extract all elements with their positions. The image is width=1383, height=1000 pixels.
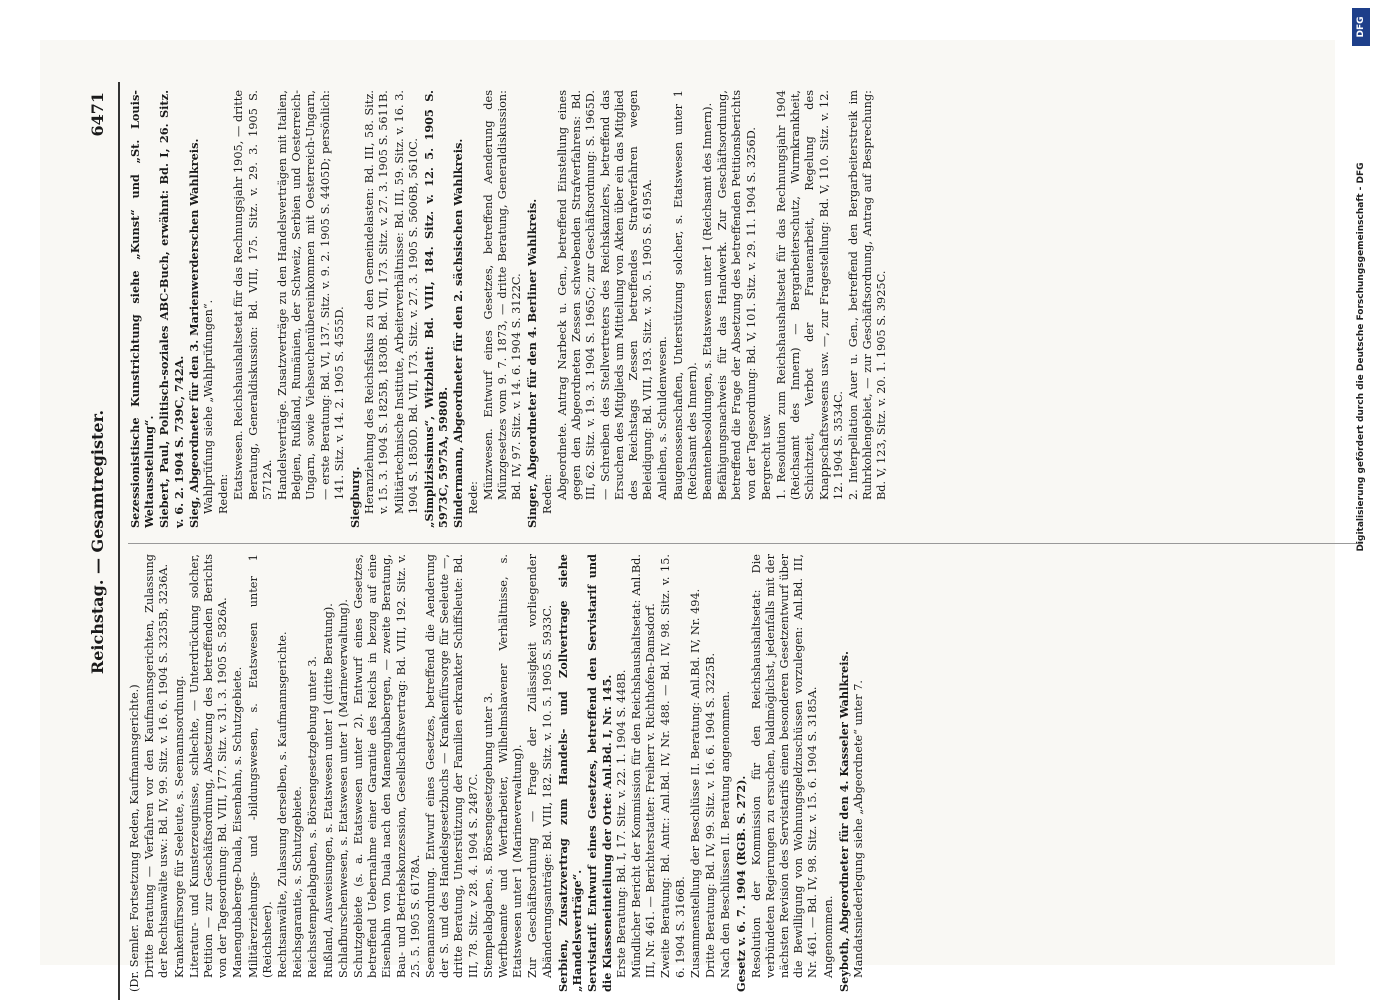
entry: Gesetz v. 6. 7. 1904 (RGB. S. 272). (734, 775, 749, 992)
entry: Rußland, Ausweisungen, s. Etatswesen unter 1 (dritte Beratung). (321, 603, 335, 978)
entry: Bergrecht usw. (759, 413, 773, 500)
entry-heading: „Simplizissimus“, Witzblatt: Bd. VIII, 184. Sitz. v. 12. 5. 1905 S. 5973C, 5975A, 5980B. (422, 90, 451, 528)
entry: Resolution der Kommission für den Reichshaushaltsetat: Die verbündeten Regierungen zu ersuchen, baldmöglichst, jedenfalls mit der nächsten Revision des Servistarifs einen besonderen Gesetzentwurf über die Bewilligung von Wohnungsgeldzuschüssen vorzulegen: Anl.Bd. III, Nr. 461. — Bd. IV, 98. Sitz. v. 15. 6. 1904 S. 3185A. (749, 554, 820, 978)
entry: Rede: (466, 481, 480, 514)
entry: Anleihen, s. Schuldenwesen. (656, 336, 670, 500)
entry: Militärtechnische Institute, Arbeiterverhältnisse: Bd. III, 59. Sitz. v. 16. 3. 1904 S. 1850D. Bd. VII, 173. Sitz. v. 27. 3. 1905 S. 5606B, 5610C. (392, 90, 420, 514)
entry-heading: Siebert, Paul, Politisch-soziales ABC-Buch, erwähnt: Bd. I, 26. Sitz. v. 6. 2. 1904 S. 739C, 742A. (157, 90, 186, 528)
entry-heading: Sindermann, Abgeordneter für den 2. sächsischen Wahlkreis. (451, 138, 466, 528)
digitization-strip (1352, 8, 1372, 668)
entry: Etatswesen. Reichshaushaltsetat für das Rechnungsjahr 1905, — dritte Beratung, Generaldiskussion: Bd. VIII, 175. Sitz. v. 29. 3. 1905 S. 5712A. (232, 90, 274, 500)
entry: Baugenossenschaften, Unterstützung solcher, s. Etatswesen unter 1 (Reichsamt des Innern). (671, 90, 699, 500)
entry: Handelsverträge. Zusatzverträge zu den Handelsverträgen mit Italien, Belgien, Rußland, Rumänien, der Schweiz, Serbien und Oesterreich-Ungarn, sowie Viehseuchenübereinkommen mit Oesterreich-Ungarn, — erste Beratung: Bd. VI, 137. Sitz. v. 9. 2. 1905 S. 4405D; persönlich: 141. Sitz. v. 14. 2. 1905 S. 4555D. (276, 90, 346, 500)
entry: Heranziehung des Reichsfiskus zu den Gemeindelasten: Bd. III, 58. Sitz. v. 15. 3. 1904 S. 1825B, 1830B. Bd. VII, 173. Sitz. v. 27. 3. 1905 S. 5611B. (363, 90, 391, 514)
dfg-logo: DFG (1352, 8, 1370, 46)
entry: Zusammenstellung der Beschlüsse II. Beratung: Anl.Bd. IV, Nr. 494. (688, 588, 702, 978)
entry: Rechtsanwälte, Zulassung derselben, s. Kaufmannsgerichte. (276, 631, 290, 978)
entry: Mündlicher Bericht der Kommission für den Reichshaushaltsetat: Anl.Bd. III, Nr. 461. — Berichterstatter: Freiherr v. Richthofen-Damsdorf. (629, 554, 658, 978)
entry: Literatur- und Kunsterzeugnisse, schlechte, — Unterdrückung solcher, Petition — zur Geschäftsordnung, Absetzung des betreffenden Berichts von der Tagesordnung: Bd. VIII, 177. Sitz. v. 31. 3. 1905 S. 5826A. (187, 554, 230, 978)
paper-sheet (40, 40, 1335, 992)
entry-heading: Siegburg. (348, 466, 363, 528)
entry: Dritte Beratung — Verfahren vor den Kaufmannsgerichten, Zulassung der Rechtsanwälte usw.: Bd. IV, 99. Sitz. v. 16. 6. 1904 S. 3235B, 3236A. (143, 554, 171, 978)
entry: Dritte Beratung: Bd. IV, 99. Sitz. v. 16. 6. 1904 S. 3225B. (703, 652, 717, 978)
entry: Zweite Beratung: Bd. Antr.: Anl.Bd. IV, Nr. 488. — Bd. IV, 98. Sitz. v. 15. 6. 1904 S. 3166B. (659, 554, 687, 978)
entry: Angenommen. (821, 895, 835, 978)
entry-heading: Seyboth, Abgeordneter für den 4. Kasseler Wahlkreis. (836, 651, 851, 992)
entry: Werftbeamte und Werftarbeiter, Wilhelmshavener Verhältnisse, s. Etatswesen unter 1 (Marineverwaltung). (497, 554, 525, 978)
column-divider (128, 543, 1363, 544)
entry: Beamtenbesoldungen, s. Etatswesen unter 1 (Reichsamt des Innern). (700, 102, 714, 500)
entry: Reden: (540, 473, 554, 514)
entry-heading: Serbien, Zusatzvertrag zum Handels- und Zollvertrage siehe „Handelsverträge“. (555, 554, 585, 992)
entry-heading: Sieg, Abgeordneter für den 3. Marienwerderschen Wahlkreis. (186, 138, 201, 528)
entry-heading: Singer, Abgeordneter für den 4. Berliner Wahlkreis. (525, 198, 540, 528)
right-column (128, 90, 891, 528)
entry-heading: Sezessionistische Kunstrichtung siehe „Kunst“ und „St. Louis-Weltausstellung“. (128, 90, 157, 528)
rotated-register-page (80, 82, 1370, 1000)
entry: Krankenfürsorge für Seeleute, s. Seemannsordnung. (172, 675, 186, 978)
entry: Erste Beratung: Bd. I, 17. Sitz. v. 22. 1. 1904 S. 448B. (614, 669, 628, 978)
entry: Reden: (217, 473, 231, 514)
entry: Abgeordnete. Antrag Narbeck u. Gen., betreffend Einstellung eines gegen den Abgeordneten Zessen schwebenden Strafverfahrens: Bd. III, 62. Sitz. v. 19. 3. 1904 S. 1965C; zur Geschäftsordnung: S. 1965D. — Schreiben des Stellvertreters des Reichskanzlers, betreffend das Ersuchen des Mitglieds um Mitteilung von Akten über ein das Mitglied des Reichstags Zessen betreffendes Strafverfahren wegen Beleidigung: Bd. VIII, 193. Sitz. v. 30. 5. 1905 S. 6195A. (555, 90, 655, 500)
page-header (80, 82, 120, 1000)
left-column (128, 554, 867, 992)
page-number: 6471 (88, 92, 107, 137)
entry: Wahlprüfung siehe „Wahlprüfungen“. (202, 299, 216, 514)
entry: Militärerziehungs- und -bildungswesen, s. Etatswesen unter 1 (Reichsheer). (246, 554, 274, 978)
entry: Stempelabgaben, s. Börsengesetzgebung unter 3. (481, 692, 495, 978)
entry: Münzwesen. Entwurf eines Gesetzes, betreffend Aenderung des Münzgesetzes vom 9. 7. 1873, — dritte Beratung, Generaldiskussion: Bd. IV, 97. Sitz. v. 14. 6. 1904 S. 3122C. (481, 90, 524, 500)
header-rule (118, 82, 120, 1000)
running-head: Reichstag. — Gesamtregister. (88, 409, 107, 675)
entry: Befähigungsnachweis für das Handwerk. Zur Geschäftsordnung, betreffend die Frage der Absetzung des betreffenden Petitionsberichts von der Tagesordnung: Bd. V, 101. Sitz. v. 29. 11. 1904 S. 3256D. (716, 90, 758, 500)
entry: (Dr. Semler. Fortsetzung Reden, Kaufmannsgerichte.) (128, 684, 141, 992)
entry: 2. Interpellation Auer u. Gen., betreffend den Bergarbeiterstreik im Ruhrkohlengebiet, — zur Geschäftsordnung, Antrag auf Besprechung: Bd. V, 123, Sitz. v. 20. 1. 1905 S. 3925C. (846, 90, 889, 500)
entry: Nach den Beschlüssen II. Beratung angenommen. (719, 690, 733, 978)
entry: Zur Geschäftsordnung — Frage der Zulässigkeit vorliegender Abänderungsanträge: Bd. VIII, 182. Sitz. v. 10. 5. 1905 S. 5933C. (526, 554, 554, 978)
entry: Reichsstempelabgaben, s. Börsengesetzgebung unter 3. (306, 656, 320, 978)
entry: Manengubaberge-Duala, Eisenbahn, s. Schutzgebiete. (231, 666, 245, 978)
entry: 1. Resolution zum Reichshaushaltsetat für das Rechnungsjahr 1904 (Reichsamt des Innern) — Bergarbeiterschutz, Wurmkrankheit, Schichtzeit, Verbot der Frauenarbeit, Regelung des Knappschaftswesens usw. —, zur Fragestellung: Bd. V, 110. Sitz. v. 12. 12. 1904 S. 3534C. (774, 90, 845, 500)
entry: Reichsgarantie, s. Schutzgebiete. (291, 786, 305, 978)
entry-heading: Servistarif. Entwurf eines Gesetzes, betreffend den Servistarif und die Klasseneinteilung der Orte: Anl.Bd. I, Nr. 145. (585, 554, 614, 992)
entry: Seemannsordnung. Entwurf eines Gesetzes, betreffend die Aenderung der S. und des Handelsgesetzbuchs — Krankenfürsorge für Seeleute —, dritte Beratung, Unterstützung der Familien erkrankter Schiffsleute: Bd. III, 78. Sitz. v 28. 4. 1904 S. 2487C. (424, 554, 480, 978)
entry: Schutzgebiete (s. a. Etatswesen unter 2). Entwurf eines Gesetzes, betreffend Uebernahme einer Garantie des Reichs in bezug auf eine Eisenbahn von Duala nach den Manengubabergen, — zweite Beratung, Bau- und Betriebskonzession, Gesellschaftsvertrag: Bd. VIII, 192. Sitz. v. 25. 5. 1905 S. 6178A. (352, 554, 422, 978)
entry: Schlafburschenwesen, s. Etatswesen unter 1 (Marineverwaltung). (336, 598, 350, 978)
entry: Mandatsniederlegung siehe „Abgeordnete“ unter 7. (851, 679, 865, 978)
digitization-credit: Digitalisierung gefördert durch die Deutsche Forschungsgemeinschaft - DFG (1356, 162, 1366, 552)
